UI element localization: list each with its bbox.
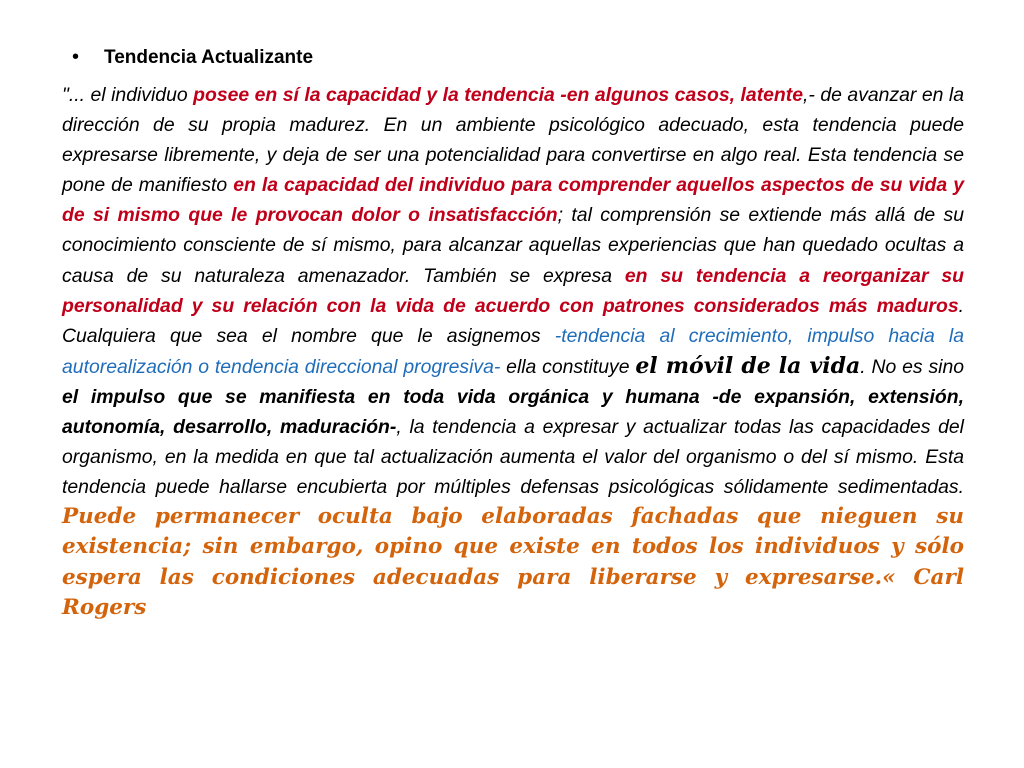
slide-heading: Tendencia Actualizante (104, 46, 314, 68)
quote-highlight-engine-of-life: el móvil de la vida (635, 352, 861, 379)
bullet-dot-icon: • (72, 46, 80, 68)
bullet-heading (72, 46, 313, 69)
quote-highlight-capacity: posee en sí la capacidad y la tendencia -en algunos casos, latente (193, 84, 804, 106)
quote-segment-tendency: , la tendencia a expresar y actualizar todas las capacidades del organismo, en la medida en que tal actualización aumenta el valor del organismo o del sí mismo. Esta tendencia puede hallarse encubierta por múltiples defensas psicológicas sólidamente sedimentadas. (62, 416, 964, 499)
quote-segment-constitutes: ella constituye (500, 355, 636, 378)
quote-highlight-impulse: el impulso que se manifiesta en toda vida orgánica y humana -de expansión, extensión, autonomía, desarrollo, maduración- (62, 385, 964, 439)
quote-paragraph (62, 80, 964, 623)
quote-conclusion-attribution: Puede permanecer oculta bajo elaboradas fachadas que nieguen su existencia; sin embargo, opino que existe en todos los individuos y sólo espera las condiciones adecuadas para liberarse y expresarse.« Carl Rogers (62, 504, 964, 620)
quote-segment-comprehension: ; tal comprensión se extiende más allá de su conocimiento consciente de sí mismo, para alcanzar aquellas experiencias que han quedado ocultas a causa de su naturaleza amenazador. También se expresa (62, 204, 964, 287)
quote-segment-direction: ,- de avanzar en la dirección de su propia madurez. En un ambiente psicológico adecuado, esta tendencia puede expresarse libremente, y deja de ser una potencialidad para convertirse en algo real. Esta tendencia se pone de manifiesto (62, 84, 965, 197)
quote-highlight-understanding: en la capacidad del individuo para comprender aquellos aspectos de su vida y de si mismo que le provocan dolor o insatisfacción (62, 174, 964, 227)
quote-segment-no-es-sino: . No es sino (860, 355, 965, 378)
quote-highlight-growth: -tendencia al crecimiento, impulso hacia la autorealización o tendencia direccional progresiva- (62, 324, 964, 378)
quote-highlight-reorganize: en su tendencia a reorganizar su personalidad y su relación con la vida de acuerdo con patrones considerados más maduros (62, 264, 965, 317)
quote-segment-intro: "... el individuo (62, 84, 194, 106)
quote-segment-name: . Cualquiera que sea el nombre que le asignemos (62, 294, 964, 347)
